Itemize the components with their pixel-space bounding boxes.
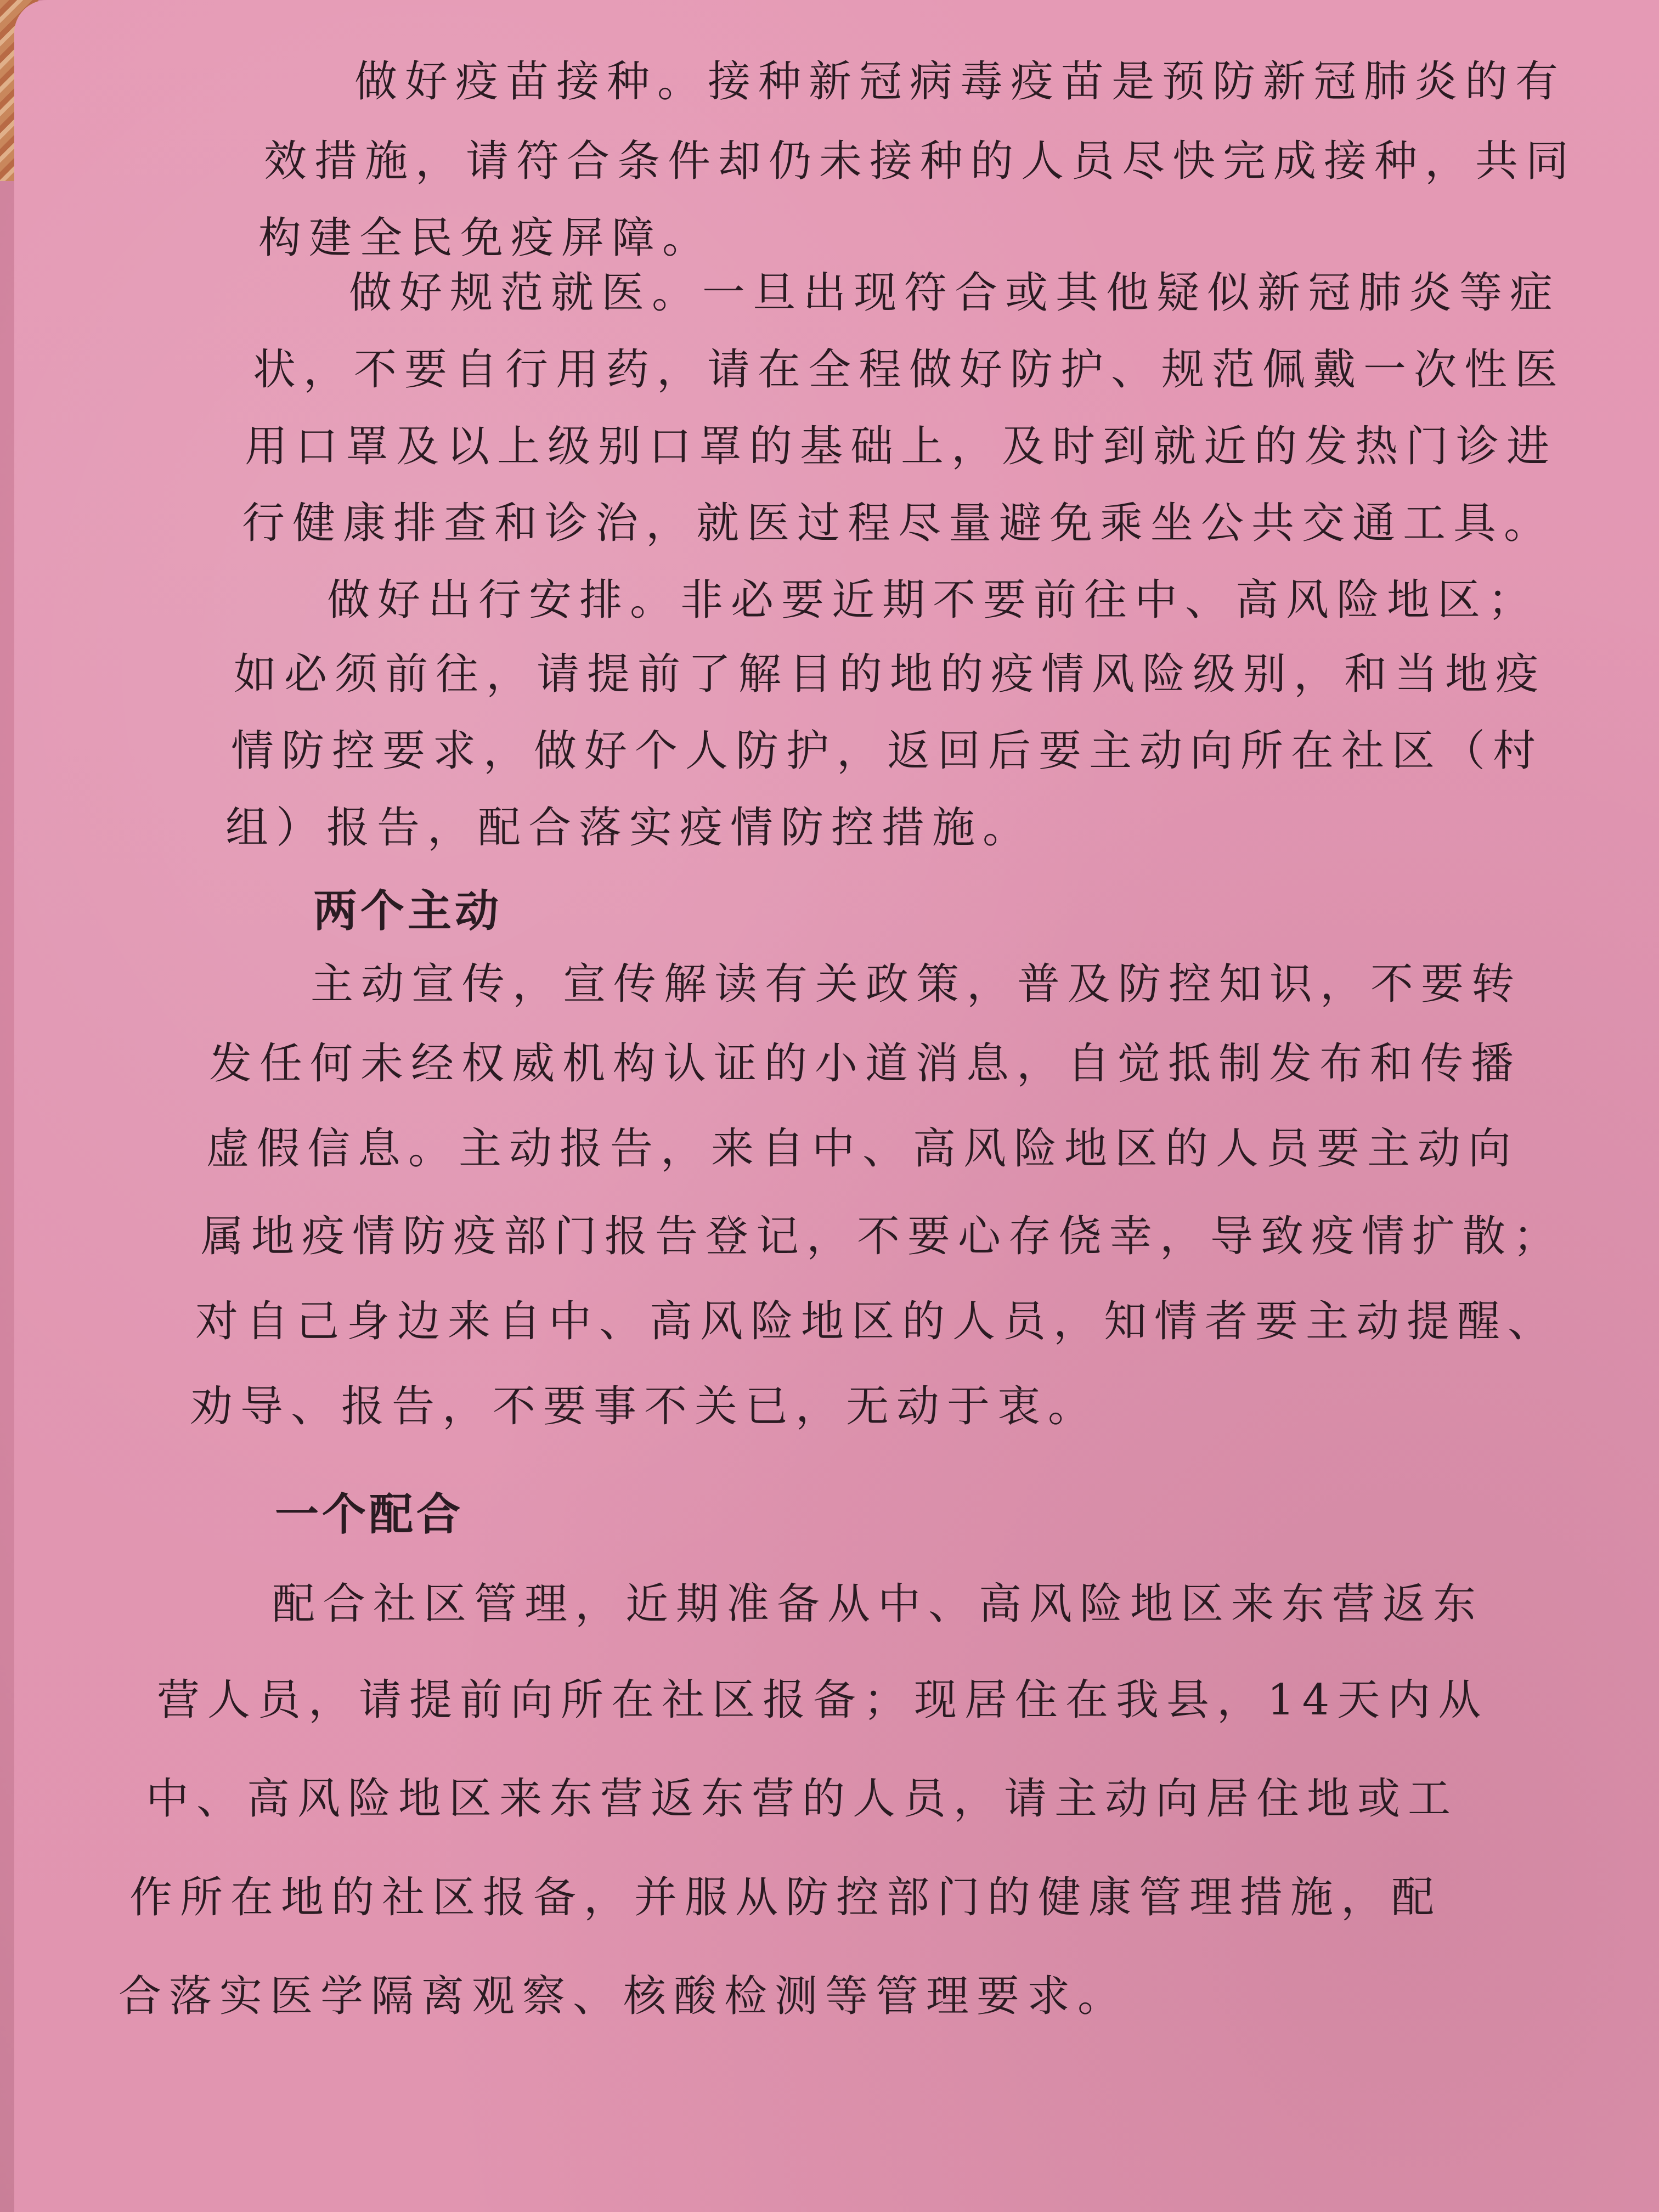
paragraph-travel-line-3: 情防控要求，做好个人防护，返回后要主动向所在社区（村 [231,726,1544,776]
paragraph-cooperation-line-2: 营人员，请提前向所在社区报备；现居住在我县，14天内从 [157,1675,1489,1725]
paragraph-initiatives-line-4: 属地疫情防疫部门报告登记，不要心存侥幸，导致疫情扩散； [201,1212,1564,1261]
paragraph-medical-line-1: 做好规范就医。一旦出现符合或其他疑似新冠肺炎等症 [349,268,1561,318]
heading-two-initiatives: 两个主动 [313,885,502,936]
paragraph-vaccination-line-1: 做好疫苗接种。接种新冠病毒疫苗是预防新冠肺炎的有 [354,57,1566,106]
paragraph-vaccination-line-2: 效措施，请符合条件却仍未接种的人员尽快完成接种，共同 [264,137,1577,186]
paragraph-medical-line-4: 行健康排查和诊治，就医过程尽量避免乘坐公共交通工具。 [242,499,1555,548]
paragraph-cooperation-line-5: 合落实医学隔离观察、核酸检测等管理要求。 [119,1972,1128,2021]
paragraph-cooperation-line-4: 作所在地的社区报备，并服从防控部门的健康管理措施，配 [129,1873,1442,1922]
paragraph-medical-line-3: 用口罩及以上级别口罩的基础上，及时到就近的发热门诊进 [245,422,1558,471]
heading-one-cooperation: 一个配合 [275,1488,464,1540]
paragraph-cooperation-line-3: 中、高风险地区来东营返东营的人员，请主动向居住地或工 [146,1774,1459,1824]
paragraph-cooperation-line-1: 配合社区管理，近期准备从中、高风险地区来东营返东 [272,1579,1484,1629]
paragraph-medical-line-2: 状，不要自行用药，请在全程做好防护、规范佩戴一次性医 [253,345,1566,394]
paragraph-initiatives-line-5: 对自己身边来自中、高风险地区的人员，知情者要主动提醒、 [195,1297,1559,1346]
paragraph-initiatives-line-1: 主动宣传，宣传解读有关政策，普及防控知识，不要转 [311,960,1522,1009]
paragraph-travel-line-4: 组）报告，配合落实疫情防控措施。 [225,803,1034,853]
paragraph-travel-line-1: 做好出行安排。非必要近期不要前往中、高风险地区； [327,575,1539,625]
paragraph-initiatives-line-3: 虚假信息。主动报告，来自中、高风险地区的人员要主动向 [206,1124,1519,1173]
paragraph-initiatives-line-2: 发任何未经权威机构认证的小道消息，自觉抵制发布和传播 [209,1039,1522,1088]
paragraph-travel-line-2: 如必须前往，请提前了解目的地的疫情风险级别，和当地疫 [234,650,1547,699]
paragraph-vaccination-line-3: 构建全民免疫屏障。 [258,213,713,263]
paper-sheet [14,0,1659,2212]
paragraph-initiatives-line-6: 劝导、报告，不要事不关已，无动于衷。 [190,1382,1099,1431]
